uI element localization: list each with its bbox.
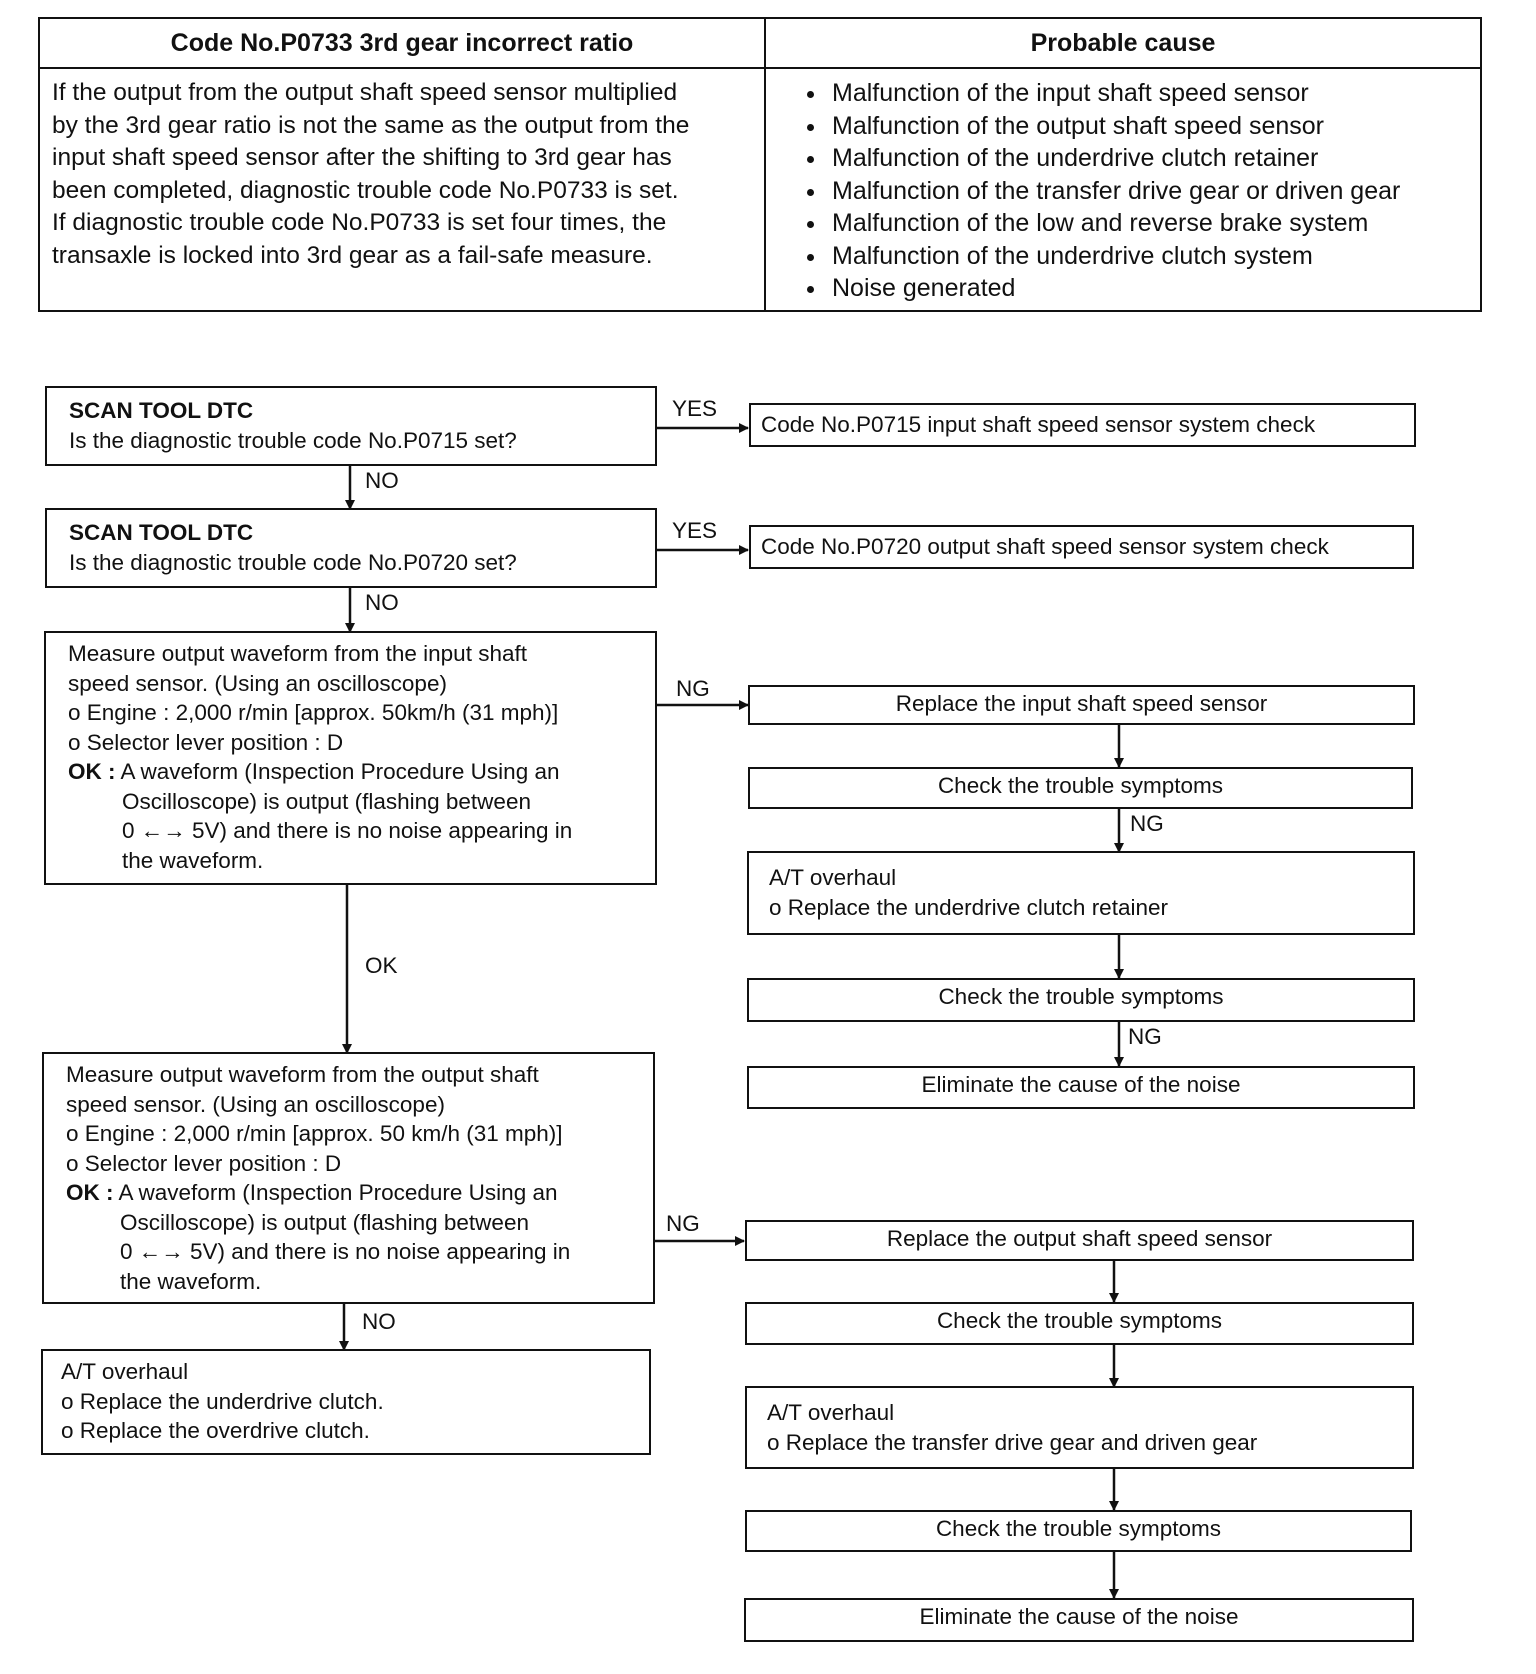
check-symptoms-box [745,1302,1414,1345]
box-question: Is the diagnostic trouble code No.P0715 set? [69,427,517,453]
check-symptoms-box [747,978,1415,1022]
description-line: been completed, diagnostic trouble code No.P0733 is set. [52,176,679,204]
output-shaft-waveform-box [42,1052,655,1304]
eliminate-noise-box [747,1066,1415,1109]
box-line: Check the trouble symptoms [936,1308,1223,1333]
box-line: o Engine : 2,000 r/min [approx. 50km/h (31 mph)] [68,700,559,725]
ng-label: NG [676,676,710,701]
no-label: NO [365,468,399,493]
no-label: NO [362,1309,396,1334]
box-line: A/T overhaul [61,1359,189,1384]
box-line: speed sensor. (Using an oscilloscope) [66,1091,445,1117]
box-line: o Engine : 2,000 r/min [approx. 50 km/h (31 mph)] [66,1121,563,1146]
box-line: Check the trouble symptoms [935,1516,1222,1541]
cause-item: • Malfunction of the low and reverse brake system [828,207,1400,240]
ng-label: NG [1130,811,1164,836]
box-line: Code No.P0720 output shaft speed sensor system check [761,534,1329,559]
probable-cause-header: Probable cause [1030,29,1216,57]
box-line: A waveform (Inspection Procedure Using an [118,1180,558,1205]
scan-tool-dtc-p0720-box [45,508,657,588]
box-line: the waveform. [120,1268,262,1294]
box-line: Replace the output shaft speed sensor [886,1226,1273,1251]
box-line: speed sensor. (Using an oscilloscope) [68,670,447,696]
box-heading: SCAN TOOL DTC [69,398,254,423]
cause-item: • Malfunction of the underdrive clutch system [828,240,1400,273]
ng-label: NG [666,1211,700,1236]
box-line: Oscilloscope) is output (flashing between [122,788,531,814]
cause-item: • Noise generated [828,272,1400,305]
cause-item: • Malfunction of the transfer drive gear or driven gear [828,175,1400,208]
box-line: o Replace the transfer drive gear and driven gear [767,1429,1258,1455]
box-line: A/T overhaul [767,1400,895,1425]
ok-label: OK [365,953,398,978]
box-line: A waveform (Inspection Procedure Using an [120,759,560,784]
box-line: o Replace the underdrive clutch retainer [769,894,1168,920]
replace-input-sensor-box [748,685,1415,725]
description-line: input shaft speed sensor after the shifting to 3rd gear has [52,144,672,171]
yes-label: YES [672,396,718,421]
check-symptoms-box [745,1510,1412,1552]
p0715-check-box [749,403,1416,447]
box-question: Is the diagnostic trouble code No.P0720 set? [69,549,517,575]
ok-criteria-label: OK : [68,759,116,784]
cause-item: • Malfunction of the underdrive clutch retainer [828,142,1400,175]
scan-tool-dtc-p0715-box [45,386,657,466]
eliminate-noise-box [744,1598,1414,1642]
box-line: Eliminate the cause of the noise [919,1604,1239,1629]
box-line: o Replace the overdrive clutch. [61,1418,370,1443]
box-line: Measure output waveform from the input shaft [68,641,527,666]
cause-item: • Malfunction of the input shaft speed sensor [828,77,1400,110]
ok-criteria-label: OK : [66,1180,114,1205]
box-line: Oscilloscope) is output (flashing between [120,1209,529,1235]
description-line: transaxle is locked into 3rd gear as a fail-safe measure. [52,241,653,269]
box-heading: SCAN TOOL DTC [69,520,254,545]
at-overhaul-transfer-gear-box [745,1386,1414,1469]
no-label: NO [365,590,399,615]
box-line: o Selector lever position : D [66,1150,342,1176]
box-line: 0 ←→ 5V) and there is no noise appearing in [120,1239,571,1264]
box-line: the waveform. [122,847,264,873]
box-line: o Selector lever position : D [68,729,344,755]
at-overhaul-retainer-box [747,851,1415,935]
code-title: Code No.P0733 3rd gear incorrect ratio [170,29,634,57]
box-line: Code No.P0715 input shaft speed sensor system check [761,412,1316,437]
box-line: Check the trouble symptoms [937,773,1224,798]
box-line: A/T overhaul [769,865,897,890]
box-line: Replace the input shaft speed sensor [895,691,1268,716]
box-line: o Replace the underdrive clutch. [61,1388,384,1414]
at-overhaul-clutch-box [41,1349,651,1455]
replace-output-sensor-box [745,1220,1414,1261]
box-line: Eliminate the cause of the noise [921,1072,1241,1097]
ng-label: NG [1128,1024,1162,1049]
box-line: Measure output waveform from the output shaft [66,1062,539,1087]
description-line: If diagnostic trouble code No.P0733 is set four times, the [52,209,667,236]
cause-item: • Malfunction of the output shaft speed sensor [828,110,1400,143]
box-line: Check the trouble symptoms [938,984,1224,1009]
input-shaft-waveform-box [44,631,657,885]
description-line: by the 3rd gear ratio is not the same as the output from the [52,111,690,139]
box-line: 0 ←→ 5V) and there is no noise appearing in [122,818,573,843]
yes-label: YES [672,518,718,543]
check-symptoms-box [748,767,1413,809]
p0720-check-box [749,525,1414,569]
description-line: If the output from the output shaft speed sensor multiplied [52,79,678,106]
